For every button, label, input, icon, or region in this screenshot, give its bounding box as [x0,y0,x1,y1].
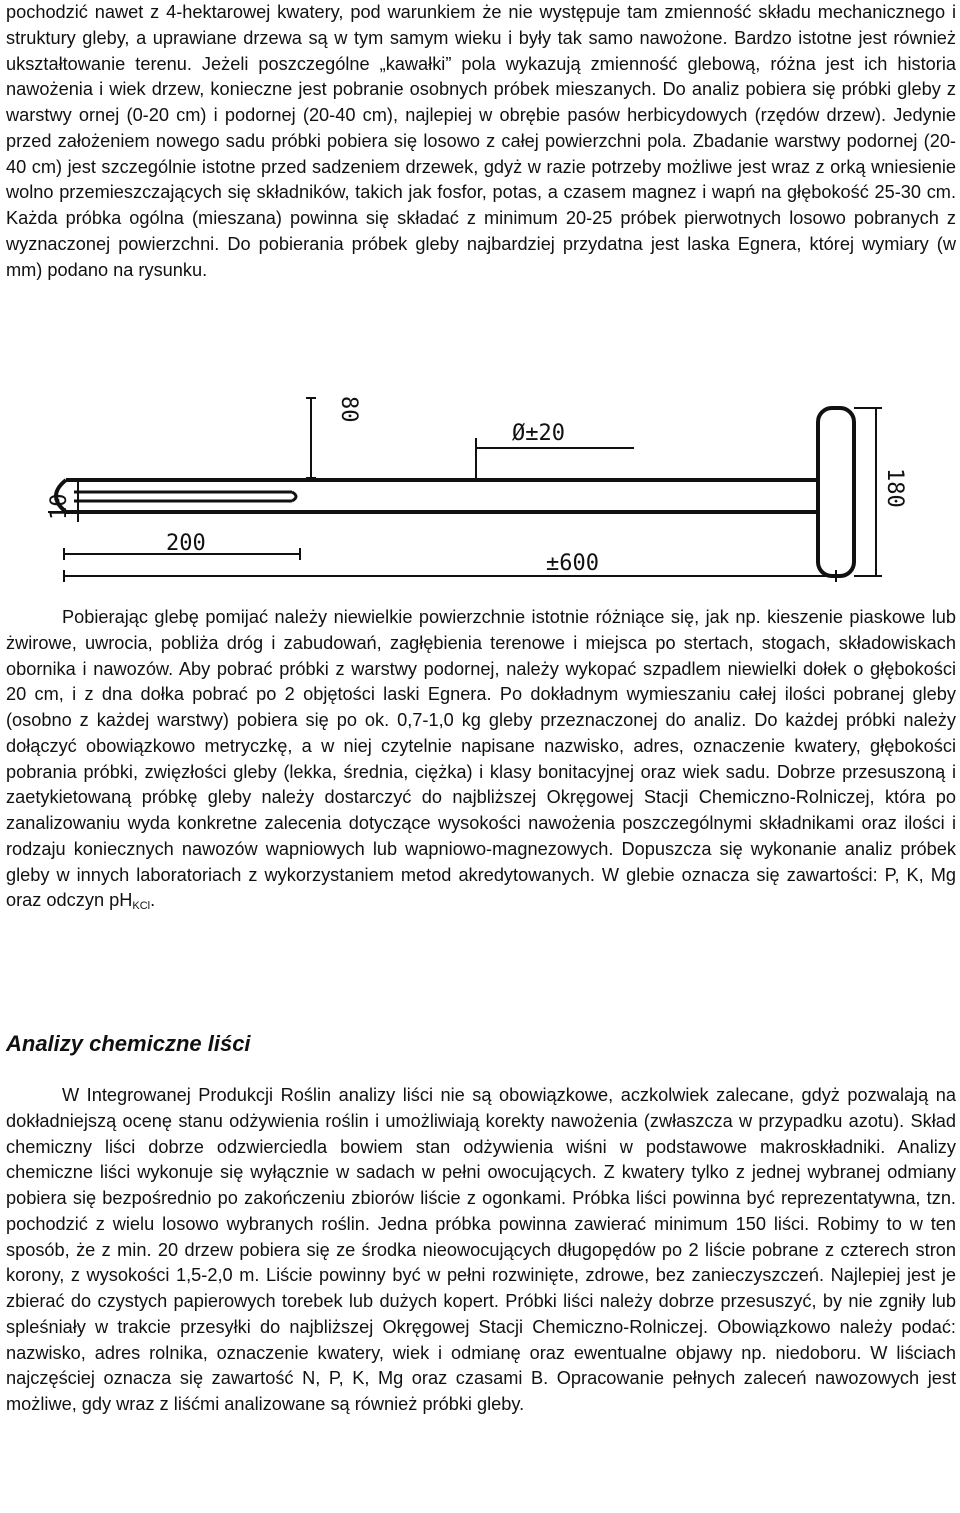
dim-label-200: 200 [166,531,206,556]
paragraph-soil-sampling: pochodzić nawet z 4-hektarowej kwatery, pod warunkiem że nie występuje tam zmienność składu mechanicznego i struktury gleby, a uprawiane drzewa są w tym samym wieku i były tak samo nawożone. Bardzo istotne jest również ukształtowanie terenu. Jeżeli poszczególne „kawałki” pola wykazują zmienność glebową, różna jest ich historia nawożenia i wiek drzew, konieczne jest pobranie osobnych próbek mieszanych. Do analiz pobiera się próbki gleby z warstwy ornej (0-20 cm) i podornej (20-40 cm), najlepiej w obrębie pasów herbicydowych (rzędów drzew). Jedynie przed założeniem nowego sadu próbki pobiera się losowo z całej powierzchni pola. Zbadanie warstwy podornej (20-40 cm) jest szczególnie istotne przed sadzeniem drzewek, gdyż w razie potrzeby możliwe jest wraz z orką wniesienie wolno przemieszczających się składników, takich jak fosfor, potas, a czasem magnez i wapń na głębokość 25-30 cm. Każda próbka ogólna (mieszana) powinna się składać z minimum 20-25 próbek pierwotnych losowo pobranych z wyznaczonej powierzchni. Do pobierania próbek gleby najbardziej przydatna jest laska Egnera, której wymiary (w mm) podano na rysunku. [6,2,956,280]
section-heading: Analizy chemiczne liści [6,1031,251,1056]
dim-label-10: 10 [47,493,72,520]
subscript-kcl: KCl [132,900,151,913]
probe-shaft [56,480,818,512]
paragraph-text: Pobierając glebę pomijać należy niewielkie powierzchnie istotnie różniące się, jak np. kieszenie piaskowe lub żwirowe, uwrocia, pobliża dróg i zabudowań, zagłębienia terenowe i miejsca po stertach, stogach, składowiskach obornika i nawozów. Aby pobrać próbki z warstwy podornej, należy wykopać szpadlem niewielki dołek o głębokości 20 cm, i z dna dołka pobrać po 2 objętości laski Egnera. Po dokładnym wymieszaniu całej ilości pobranej gleby (osobno z każdej warstwy) pobiera się po ok. 0,7-1,0 kg gleby przeznaczonej do analiz. Do każdej próbki należy dołączyć obowiązkowo metryczkę, a w niej czytelnie napisane nazwisko, adres, oznaczenie kwatery, głębokości pobrania próbki, zwięzłości gleby (lekka, średnia, ciężka) i klasy bonitacyjnej oraz wiek sadu. Dobrze przesuszoną i zaetykietowaną próbkę gleby należy dostarczyć do najbliższej Okręgowej Stacji Chemiczno-Rolniczej, która po zanalizowaniu wyda konkretne zalecenia dotyczące wysokości nawożenia poszczególnymi składnikami oraz ilości i rodzaju koniecznych nawozów wapniowych lub wapniowo-magnezowych. Dopuszcza się wykonanie analiz próbek gleby w innych laboratoriach z wykorzystaniem metod akredytowanych. W glebie oznacza się zawartości: P, K, Mg oraz odczyn pH [6,607,956,911]
dim-label-600: ±600 [546,551,599,576]
paragraph-end: . [150,890,156,911]
paragraph-soil-sampling-procedure [6,605,956,914]
egner-soil-probe-figure [44,380,920,590]
probe-groove [74,492,296,501]
paragraph-leaf-analysis: W Integrowanej Produkcji Roślin analizy liści nie są obowiązkowe, aczkolwiek zalecane, gdyż pozwalają na dokładniejszą ocenę stanu odżywienia roślin i umożliwiają korekty nawożenia (zwłaszcza w przypadku azotu). Skład chemiczny liści dobrze odzwierciedla bowiem stan odżywienia wiśni w podstawowe makroskładniki. Analizy chemiczne liści wykonuje się wyłącznie w sadach w pełni owocujących. Z kwatery tylko z jednej wybranej odmiany pobiera się bezpośrednio po zakończeniu zbiorów liście z ogonkami. Próbka liści powinna być reprezentatywna, tzn. pochodzić z wielu losowo wybranych roślin. Jedna próbka powinna zawierać minimum 150 liści. Robimy to w ten sposób, że z min. 20 drzew pobiera się ze środka nieowocujących długopędów po 2 liście pobrane z czterech stron korony, z wysokości 1,5-2,0 m. Liście powinny być w pełni rozwinięte, zdrowe, bez zanieczyszczeń. Najlepiej jest je zbierać do czystych papierowych torebek lub dużych kopert. Próbki liści należy dobrze przesuszyć, by nie zgniły lub spleśniały w trakcie przesyłki do najbliższej Okręgowej Stacji Chemiczno-Rolniczej. Obowiązkowo należy podać: nazwisko, adres rolnika, oznaczenie kwatery, wiek i odmianę oraz ewentualne objawy np. niedoboru. W liściach najczęściej oznacza się zawartość N, P, K, Mg oraz czasami B. Opracowanie pełnych zaleceń nawozowych jest możliwe, gdy wraz z liśćmi analizowane są również próbki gleby. [6,1085,956,1414]
dim-label-180: 180 [882,468,907,508]
dim-label-80: 80 [336,396,361,423]
dim-label-diameter: Ø±20 [512,421,565,446]
probe-handle [818,408,854,576]
